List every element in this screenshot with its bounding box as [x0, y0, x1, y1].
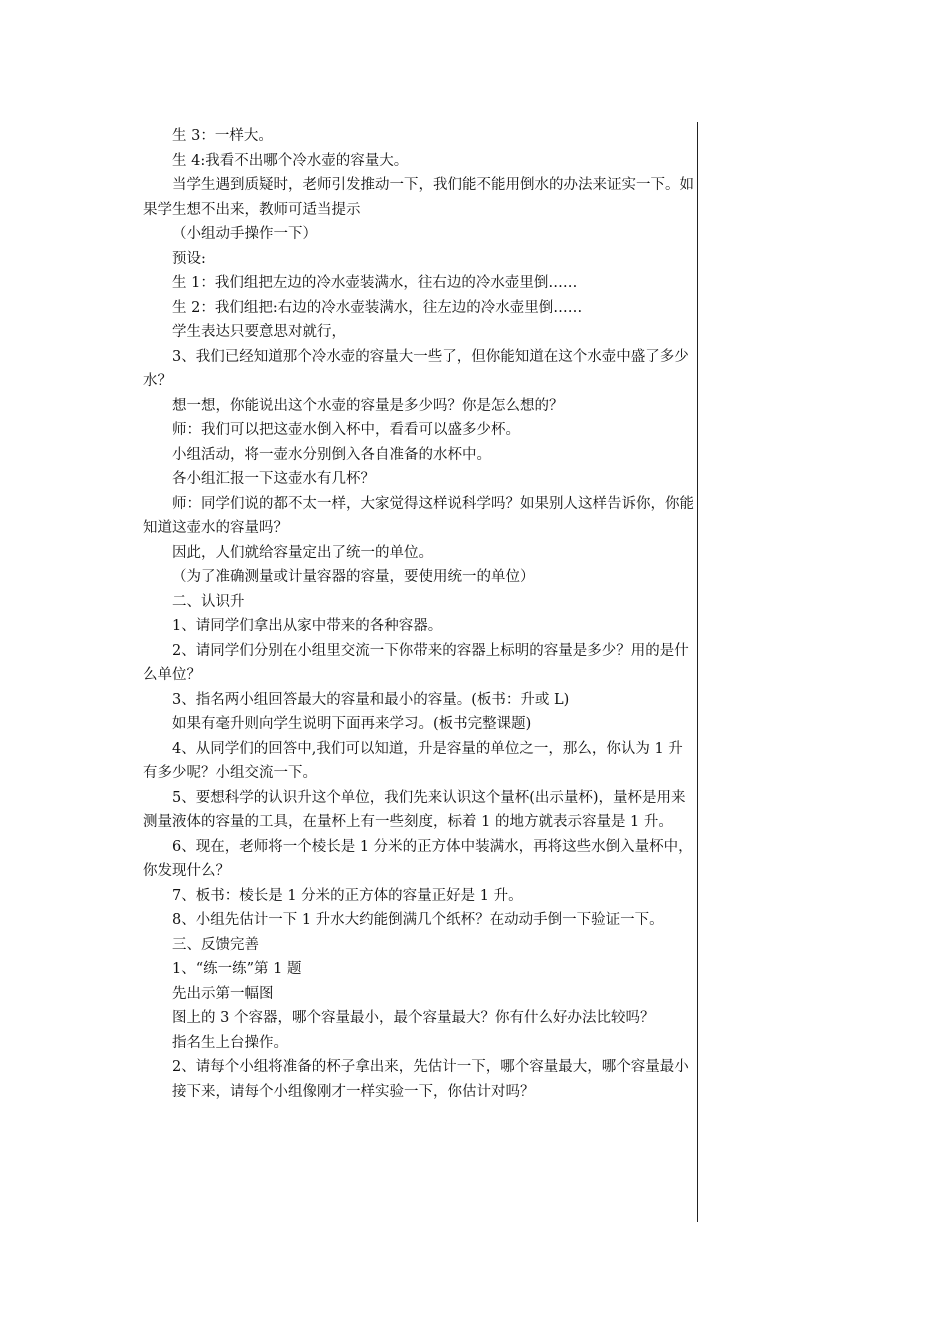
paragraph: 想一想，你能说出这个水壶的容量是多少吗？你是怎么想的？ — [172, 397, 564, 414]
paragraph: 生 1：我们组把左边的冷水壶装满水，往右边的冷水壶里倒…… — [172, 275, 578, 291]
paragraph: 1、“练一练”第 1 题 — [172, 961, 302, 977]
paragraph: 2、请同学们分别在小组里交流一下你带来的容器上标明的容量是多少？用的是什么单位？ — [143, 642, 689, 683]
paragraph: 小组活动，将一壶水分别倒入各自准备的水杯中。 — [172, 446, 491, 463]
paragraph: （为了准确测量或计量容器的容量，要使用统一的单位） — [172, 569, 535, 585]
section-heading: 二、认识升 — [172, 593, 245, 610]
paragraph: 先出示第一幅图 — [172, 985, 274, 1002]
paragraph: 1、请同学们拿出从家中带来的各种容器。 — [172, 618, 443, 634]
table-border-line — [697, 122, 698, 1222]
paragraph: 如果有毫升则向学生说明下面再来学习。(板书完整课题) — [172, 716, 532, 732]
paragraph: 3、指名两小组回答最大的容量和最小的容量。(板书：升或 L) — [172, 691, 570, 708]
paragraph: 生 3：一样大。 — [172, 128, 273, 144]
paragraph: 6、现在，老师将一个棱长是 1 分米的正方体中装满水，再将这些水倒入量杯中，你发现什么？ — [143, 838, 693, 879]
paragraph: 师：同学们说的都不太一样，大家觉得这样说科学吗？如果别人这样告诉你，你能知道这壶水的容量吗？ — [143, 495, 694, 536]
document-body — [143, 124, 695, 1104]
paragraph: 各小组汇报一下这壶水有几杯？ — [172, 471, 375, 487]
paragraph: 4、从同学们的回答中,我们可以知道，升是容量的单位之一，那么，你认为 1 升有多少呢？小组交流一下。 — [143, 740, 683, 781]
paragraph: 指名生上台操作。 — [172, 1034, 288, 1051]
paragraph: 7、板书：棱长是 1 分米的正方体的容量正好是 1 升。 — [172, 887, 523, 904]
paragraph: 5、要想科学的认识升这个单位，我们先来认识这个量杯(出示量杯)，量杯是用来测量液体的容量的工具，在量杯上有一些刻度，标着 1 的地方就表示容量是 1 升。 — [143, 789, 686, 830]
paragraph: 3、我们已经知道那个冷水壶的容量大一些了，但你能知道在这个水壶中盛了多少水？ — [143, 348, 689, 389]
paragraph: 图上的 3 个容器，哪个容量最小，最个容量最大？你有什么好办法比较吗？ — [172, 1010, 655, 1026]
paragraph: （小组动手操作一下） — [172, 226, 317, 242]
paragraph: 8、小组先估计一下 1 升水大约能倒满几个纸杯？在动动手倒一下验证一下。 — [172, 912, 664, 928]
paragraph: 接下来，请每个小组像刚才一样实验一下，你估计对吗？ — [172, 1083, 535, 1100]
paragraph: 师：我们可以把这壶水倒入杯中，看看可以盛多少杯。 — [172, 422, 520, 438]
paragraph: 2、请每个小组将准备的杯子拿出来，先估计一下，哪个容量最大，哪个容量最小 — [172, 1059, 689, 1075]
paragraph: 当学生遇到质疑时，老师引发推动一下，我们能不能用倒水的办法来证实一下。如果学生想不出来，教师可适当提示 — [143, 177, 694, 218]
paragraph: 因此，人们就给容量定出了统一的单位。 — [172, 544, 433, 561]
paragraph: 生 4:我看不出哪个冷水壶的容量大。 — [172, 152, 409, 169]
paragraph: 学生表达只要意思对就行， — [172, 324, 346, 340]
paragraph: 生 2：我们组把:右边的冷水壶装满水，往左边的冷水壶里倒…… — [172, 299, 583, 316]
section-heading: 三、反馈完善 — [172, 936, 259, 953]
paragraph: 预设: — [172, 250, 206, 267]
